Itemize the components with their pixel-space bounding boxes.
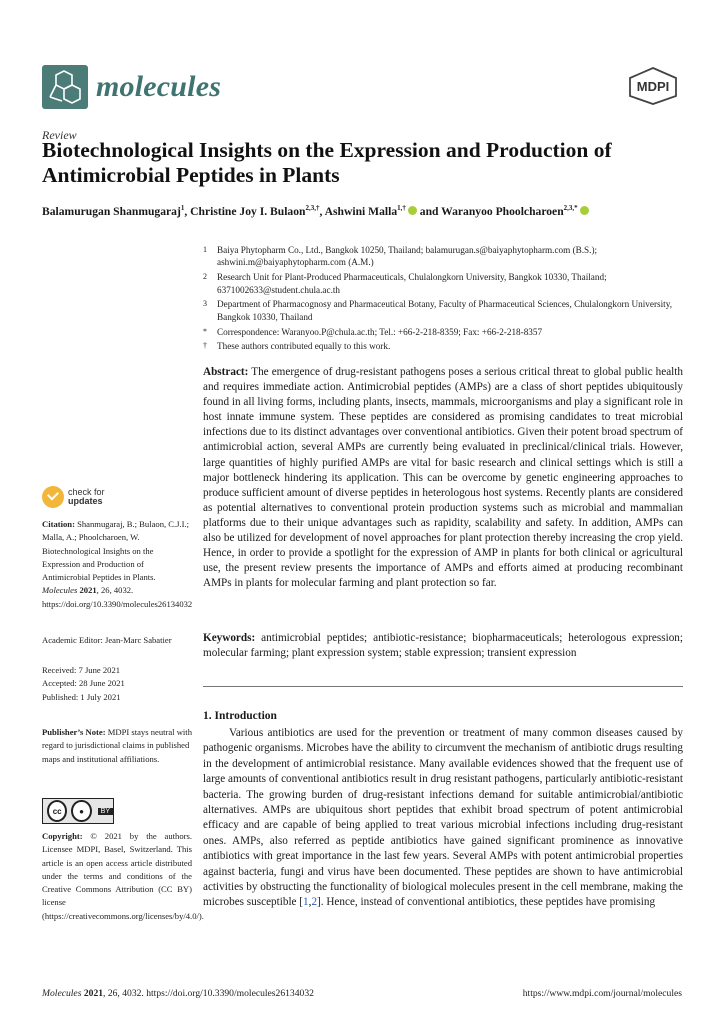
date-accepted: Accepted: 28 June 2021 xyxy=(42,678,125,689)
check-line: updates xyxy=(68,496,103,506)
academic-editor: Academic Editor: Jean-Marc Sabatier xyxy=(42,635,172,645)
molecules-logo-icon xyxy=(42,65,88,109)
check-line: check for xyxy=(68,487,105,497)
pubnote-label: Publisher’s Note: xyxy=(42,727,106,737)
pubnote-text: MDPI stays neutral with regard to jurisdictional claims in published maps and institutional affiliations. xyxy=(42,727,192,764)
date-published: Published: 1 July 2021 xyxy=(42,691,121,702)
author-affil: 2,3,† xyxy=(305,204,320,212)
author-separator: , xyxy=(319,204,325,218)
orcid-icon[interactable] xyxy=(580,206,589,215)
keywords-text: antimicrobial peptides; antibiotic-resistance; biopharmaceuticals; heterologous expression; molecular farming; plant expression system; stable expression; transient expression xyxy=(203,632,684,660)
footer-citation xyxy=(42,988,314,999)
check-for-updates-button[interactable] xyxy=(42,486,105,508)
affiliation-mark: 1 xyxy=(203,245,207,254)
citation-link[interactable]: 2 xyxy=(311,896,318,909)
author-affil: 2,3,* xyxy=(563,204,578,212)
mdpi-logo[interactable] xyxy=(626,66,680,106)
footer-url[interactable]: https://www.mdpi.com/journal/molecules xyxy=(522,988,682,999)
by-person-icon: ● xyxy=(71,800,91,822)
citation-block xyxy=(42,518,192,611)
affiliation-item xyxy=(203,271,683,296)
publishers-note xyxy=(42,726,192,766)
citation-link[interactable]: 1 xyxy=(303,896,309,909)
check-icon xyxy=(42,486,64,508)
copyright-label: Copyright: xyxy=(42,831,83,841)
copyright xyxy=(42,830,204,923)
affiliation-text: Research Unit for Plant-Produced Pharmaceuticals, Chulalongkorn University, Bangkok 10330, Thailand; 6371002633@student.chula.ac.th xyxy=(217,272,607,295)
copyright-text: © 2021 by the authors. Licensee MDPI, Basel, Switzerland. This article is an open access article distributed under the terms and conditions of the Creative Commons Attribution (CC BY) license (https://creativecommons.org/licenses/by/4.0/). xyxy=(42,831,204,921)
affiliation-text: These authors contributed equally to this work. xyxy=(217,341,391,352)
article-type: Review xyxy=(42,128,77,142)
author-name: Ashwini Malla xyxy=(324,204,398,218)
affiliation-mark: 2 xyxy=(203,272,207,282)
footer-journal: Molecules xyxy=(42,988,82,999)
affiliation-mark: † xyxy=(203,341,207,351)
orcid-icon[interactable] xyxy=(408,206,417,215)
abstract-text: The emergence of drug-resistant pathogens poses a serious critical threat to global public health and requires immediate action. Antimicrobial peptides (AMPs) are a class of short peptides ubiquitously found in all living forms, including plants, insects, mammals, microorganisms and play a significant role in host innate immune system. These peptides are considered as promising candidates to treat microbial infections due to its distinct advantages over conventional antibiotics. Given their potent broad spectrum of antimicrobial action, several AMPs are currently being evaluated in preclinical/clinical trials. However, large quantities of highly purified AMPs are vital for basic research and clinical settings which is still a major bottleneck hindering its application. This can be overcome by genetic engineering approaches to produce sufficient amount of diverse peptides in heterologous host systems. Recently plants are considered as potential alternatives to conventional protein production systems such as microbial and mammalian platforms due to their unique advantages such as rapidity, scalability and safety. In addition, AMPs can also be utilized for development of novel approaches for plant protection thereby increasing the crop yield. Hence, in order to provide a spotlight for the expression of AMP in plants for both clinical or agricultural use, the present review presents the importance of AMPs and efforts aimed at producing recombinant AMPs in plants for molecular farming and plant protection so far. xyxy=(203,366,684,590)
cc-by-label: BY xyxy=(98,808,113,815)
citation-text: Shanmugaraj, B.; Bulaon, C.J.I.; Malla, A.; Phoolcharoen, W. Biotechnological Insights on the Expression and Production of Antimicrobial Peptides in Plants. xyxy=(42,519,190,583)
citation-year: 2021 xyxy=(79,585,97,596)
abstract-label: Abstract: xyxy=(203,366,249,378)
author-name: Christine Joy I. Bulaon xyxy=(190,204,306,218)
page-footer xyxy=(42,988,682,999)
author-separator: and xyxy=(416,204,442,218)
cc-license-badge[interactable] xyxy=(42,798,114,824)
author-name: Balamurugan Shanmugaraj xyxy=(42,204,181,218)
intro-text: ]. Hence, instead of conventional antibiotics, these peptides have promising xyxy=(317,896,656,909)
intro-paragraph xyxy=(203,726,683,911)
affiliation-item xyxy=(203,326,683,338)
footer-year: 2021 xyxy=(83,988,104,999)
keywords xyxy=(203,631,683,661)
affiliation-item xyxy=(203,244,683,269)
dates xyxy=(42,664,192,704)
author-separator: , xyxy=(184,204,191,218)
citation-label: Citation: xyxy=(42,519,75,529)
affiliation-text: Correspondence: Waranyoo.P@chula.ac.th; Tel.: +66-2-218-8359; Fax: +66-2-218-8357 xyxy=(217,326,543,337)
author-affil: 1 xyxy=(180,204,185,212)
citation-doi[interactable]: , 26, 4032. https://doi.org/10.3390/molecules26134032 xyxy=(42,585,193,609)
affiliation-text: Department of Pharmacognosy and Pharmaceutical Botany, Faculty of Pharmaceutical Sciences, Chulalongkorn University, Bangkok 10330, Thailand xyxy=(217,299,672,322)
section-divider xyxy=(203,686,683,687)
abstract xyxy=(203,365,683,591)
author-affil: 1,† xyxy=(397,204,406,212)
intro-text: Various antibiotics are used for the prevention or treatment of many common diseases caused by pathogenic organisms. Microbes have the ability to circumvent the mechanism of antibiotic drugs resulting in the development of antimicrobial resistance. Many available evidences showed that the frequent use of large amounts of conventional antibiotics result in drug resistant pathogens, particularly antibiotic-resistant bacteria. The growing burden of drug-resistant infections demand for suitable antimicrobial/antibiotic alternatives. AMPs are ubiquitous short peptides that exhibit broad spectrum of potent antimicrobial efficacy and are capable of being applied to treat various microbial infections including drug-resistant ones. AMPs, also referred as peptide antibiotics have gained significant prominence as innovative antibiotics with great importance in the last few years. Several AMPs with potent antimicrobial properties against bacteria, fungi and virus have been documented. These peptides are shown to have antimicrobial activities by obstructing the functionality of biological molecules present in the cell membrane, making the microbes susceptible [ xyxy=(203,727,683,909)
date-received: Received: 7 June 2021 xyxy=(42,665,121,675)
author-list xyxy=(42,204,692,218)
journal-name: molecules xyxy=(96,70,222,103)
article-title: Biotechnological Insights on the Expression and Production of Antimicrobial Peptides in Plants xyxy=(42,138,612,187)
ref-separator: , xyxy=(308,896,312,909)
keywords-label: Keywords: xyxy=(203,632,256,644)
cc-icon: cc xyxy=(47,800,67,822)
affiliations xyxy=(203,244,683,355)
affiliation-item xyxy=(203,340,683,352)
citation-journal: Molecules xyxy=(42,585,78,596)
footer-doi[interactable]: , 26, 4032. https://doi.org/10.3390/molecules26134032 xyxy=(103,988,314,999)
affiliation-mark: 3 xyxy=(203,299,207,309)
journal-logo[interactable] xyxy=(42,63,221,111)
check-for-updates-label xyxy=(68,488,105,506)
affiliation-text: Baiya Phytopharm Co., Ltd., Bangkok 10250, Thailand; balamurugan.s@baiyaphytopharm.com (B.S.); ashwini.m@baiyaphytopharm.com (A.M.) xyxy=(217,245,598,268)
publisher-name: MDPI xyxy=(636,79,670,94)
section-heading: 1. Introduction xyxy=(203,710,277,722)
affiliation-item xyxy=(203,298,683,323)
author-name: Waranyoo Phoolcharoen xyxy=(441,204,564,218)
affiliation-mark: * xyxy=(203,326,207,336)
